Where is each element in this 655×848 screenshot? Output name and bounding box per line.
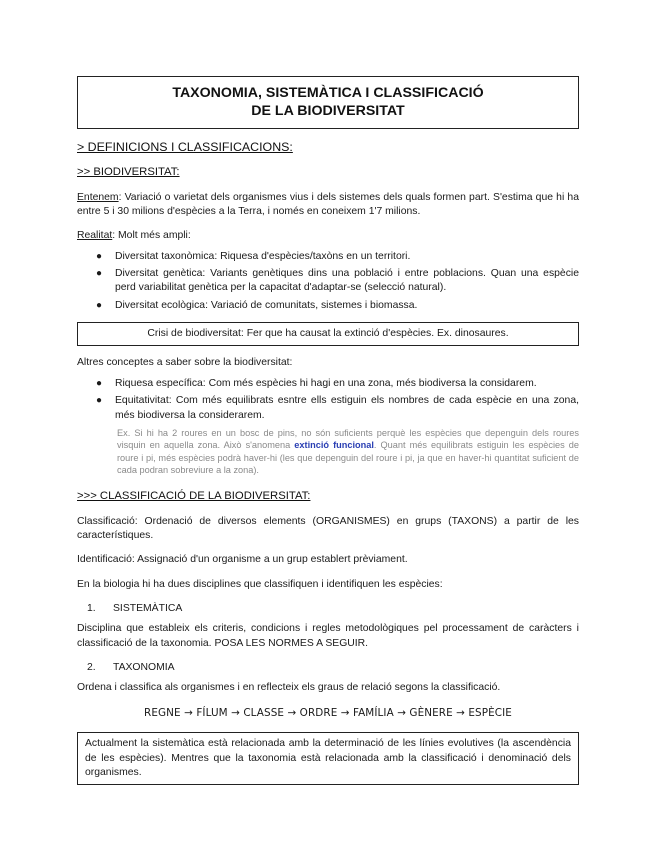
- bullet-icon: ●: [96, 250, 103, 262]
- item-number: 2.: [87, 662, 96, 674]
- list-item-text: Diversitat ecològica: Variació de comunitats, sistemes i biomassa.: [115, 299, 418, 311]
- item-number: 1.: [87, 602, 96, 614]
- list-item: [96, 299, 579, 313]
- paragraph-sistematica: Disciplina que estableix els criteris, condicions i regles metodològiques pel processament de caràcters i classificació de la taxonomia. POSA LES NORMES A SEGUIR.: [77, 623, 579, 649]
- bullet-icon: ●: [96, 377, 103, 389]
- subheading-biodiversitat: >> BIODIVERSITAT:: [77, 166, 180, 179]
- paragraph-realitat: [77, 229, 579, 243]
- example-text-1: Ex. Si hi ha 2 roures en un bosc de pins, no són suficients perquè les espècies que depenguin dels roures visquin en aquella zona. Això s'anomena: [117, 427, 579, 451]
- realitat-text: : Molt més ampli:: [112, 230, 191, 242]
- disciplines-list-1: [77, 602, 579, 616]
- title-line-1: TAXONOMIA, SISTEMÀTICA I CLASSIFICACIÓ: [172, 85, 484, 101]
- realitat-label: Realitat: [77, 230, 113, 242]
- list-item: [96, 250, 579, 264]
- entenem-text: : Variació o varietat dels organismes vius i dels sistemes dels quals formen part. S'estima que hi ha entre 5 i 30 milions d'espècies a la Terra, i només en coneixem 1'7 milions.: [77, 191, 579, 217]
- example-highlight: extinció funcional: [294, 440, 374, 451]
- crisi-callout-box: Crisi de biodiversitat: Fer que ha causat la extinció d'espècies. Ex. dinosaures.: [77, 322, 579, 346]
- list-item-text: Diversitat genètica: Variants genètiques dins una població i entre poblacions. Quan una espècie perd variabilitat genètica per la capacitat d'adaptar-se (selecció natural).: [115, 268, 579, 294]
- entenem-label: Entenem: [77, 191, 119, 203]
- title-line-2: DE LA BIODIVERSITAT: [251, 103, 405, 120]
- taxonomic-hierarchy: REGNE → FÍLUM → CLASSE → ORDRE → FAMÍLIA → GÈNERE → ESPÈCIE: [144, 706, 512, 719]
- list-item-text: Equitativitat: Com més equilibrats esntre ells estiguin els nombres de cada espècie en una zona, més biodiversa la considerarem.: [115, 395, 579, 421]
- paragraph-classificacio: Classificació: Ordenació de diversos elements (ORGANISMES) en grups (TAXONS) a partir de les característiques.: [77, 515, 579, 541]
- list-item: [96, 377, 579, 391]
- diversity-list: [77, 250, 579, 313]
- list-item-text: Riquesa específica: Com més espècies hi hagi en una zona, més biodiversa la considarem.: [115, 377, 537, 389]
- paragraph-identificacio: Identificació: Assignació d'un organisme a un grup establert prèviament.: [77, 554, 408, 566]
- paragraph-altres-conceptes: Altres conceptes a saber sobre la biodiversitat:: [77, 357, 293, 369]
- subheading-classificacio: >>> CLASSIFICACIÓ DE LA BIODIVERSITAT:: [77, 489, 311, 502]
- concepts-list: [77, 377, 579, 423]
- disciplines-list-2: [77, 661, 579, 675]
- bullet-icon: ●: [96, 268, 103, 280]
- paragraph-entenem: [77, 191, 579, 220]
- list-item: [87, 661, 579, 675]
- example-text-2: . Quant més equilibrats estiguin les espècies de roure i pi, més espècies podrà haver-hi (les que depenguin del roure i pi, ja que en haver-hi quantitat suficient de cada podran sobreviure a la zona).: [117, 440, 580, 476]
- bullet-icon: ●: [96, 299, 103, 311]
- item-title: SISTEMÀTICA: [113, 602, 183, 614]
- section-heading-definicions: > DEFINICIONS I CLASSIFICACIONS:: [77, 139, 293, 154]
- list-item: [96, 394, 579, 423]
- item-title: TAXONOMIA: [113, 662, 175, 674]
- list-item: [96, 267, 579, 296]
- final-callout-box: Actualment la sistemàtica està relacionada amb la determinació de les línies evolutives (la ascendència de les espècies). Mentres que la taxonomia està relacionada amb la classificació i denominació dels organismes.: [77, 732, 579, 785]
- list-item-text: Diversitat taxonòmica: Riquesa d'espècies/taxòns en un territori.: [115, 250, 411, 262]
- document-page: [77, 76, 579, 785]
- title-box: [77, 76, 579, 129]
- bullet-icon: ●: [96, 395, 103, 407]
- paragraph-taxonomia: Ordena i classifica als organismes i en reflecteix els graus de relació segons la classificació.: [77, 682, 501, 694]
- example-note: [117, 427, 579, 477]
- paragraph-disciplines-intro: En la biologia hi ha dues disciplines que classifiquen i identifiquen les espècies:: [77, 578, 443, 590]
- list-item: [87, 602, 579, 616]
